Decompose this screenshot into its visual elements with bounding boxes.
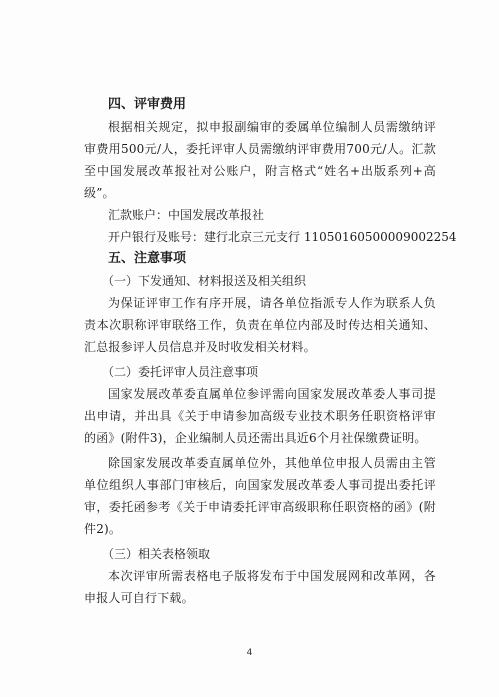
section-4-paragraph: 根据相关规定，拟申报副编审的委属单位编制人员需缴纳评审费用500元/人，委托评审人员需缴纳评审费用700元/人。汇款至中国发展改革报社对公账户，附言格式“姓名+出版系列+高级”。 [84,120,436,200]
subsection-2-paragraph-2: 除国家发展改革委直属单位外，其他单位申报人员需由主管单位组织人事部门审核后，向国家发展改革委人事司提出委托评审，委托函参考《关于申请委托评审高级职称任职资格的函》(附件2)。 [84,456,436,536]
bank-account-info: 开户银行及账号：建行北京三元支行 11050160500009002254 [108,230,457,244]
subsection-2-heading: （二）委托评审人员注意事项 [102,365,259,379]
remittance-account: 汇款账户：中国发展改革报社 [108,208,265,222]
subsection-2-paragraph-1: 国家发展改革委直属单位参评需向国家发展改革委人事司提出申请，并出具《关于申请参加高级专业技术职务任职资格评审的函》(附件3)，企业编制人员还需出具近6个月社保缴费证明。 [84,387,436,445]
section-4-heading: 四、评审费用 [108,97,187,112]
subsection-1-heading: （一）下发通知、材料报送及相关组织 [102,274,307,288]
section-5-heading: 五、注意事项 [108,251,187,266]
subsection-1-paragraph: 为保证评审工作有序开展，请各单位指派专人作为联系人负责本次职称评审联络工作，负责在单位内部及时传达相关通知、汇总报参评人员信息并及时收发相关材料。 [84,296,436,354]
subsection-3-heading: （三）相关表格领取 [102,547,211,561]
page-number: 4 [246,648,253,658]
subsection-3-paragraph: 本次评审所需表格电子版将发布于中国发展网和改革网，各申报人可自行下载。 [84,569,436,605]
document-body [84,94,457,609]
